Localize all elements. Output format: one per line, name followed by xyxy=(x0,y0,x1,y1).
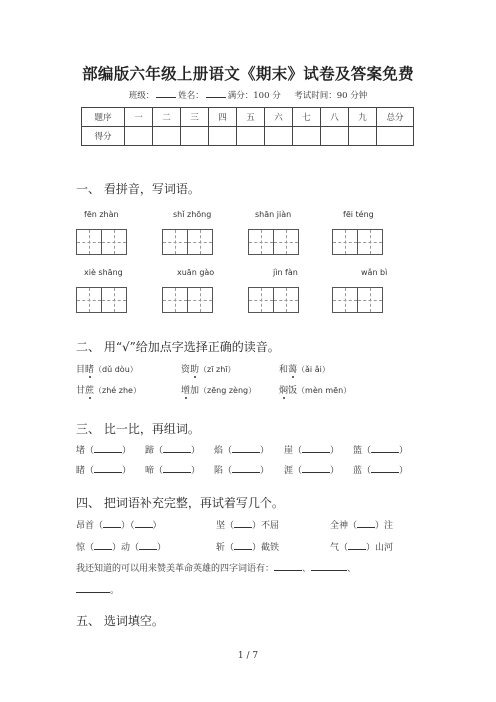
paren: （ xyxy=(293,466,303,476)
score-header-cell: 二 xyxy=(153,108,181,127)
answer-blank[interactable] xyxy=(135,518,153,528)
score-header-cell: 五 xyxy=(237,108,265,127)
answer-blank[interactable] xyxy=(348,540,366,550)
name-blank xyxy=(206,89,226,98)
score-cell[interactable] xyxy=(209,127,237,146)
text: 昂首（ xyxy=(76,521,104,531)
page-title: 部编版六年级上册语文《期末》试卷及答案免费 xyxy=(82,64,414,83)
writing-grid[interactable] xyxy=(332,287,382,313)
answer-blank[interactable] xyxy=(94,463,122,473)
answer-blank[interactable] xyxy=(234,518,252,528)
score-header-cell: 四 xyxy=(209,108,237,127)
word-part: 加 xyxy=(190,386,200,396)
paren: （ xyxy=(154,466,164,476)
score-table xyxy=(81,107,414,146)
char: 蓝 xyxy=(353,466,363,476)
reading-item xyxy=(181,383,256,396)
text: 坚（ xyxy=(216,521,235,531)
pronunciation-options[interactable]: （zēng zèng） xyxy=(199,386,257,395)
exam-info xyxy=(0,89,496,101)
compare-item xyxy=(145,463,200,476)
pronunciation-options[interactable]: （ǎi ǎi） xyxy=(297,365,330,374)
reading-item xyxy=(76,383,141,396)
pinyin-label: jìn fàn xyxy=(273,268,298,277)
answer-blank[interactable] xyxy=(371,443,399,453)
reading-item xyxy=(76,362,138,375)
char: 焰 xyxy=(214,446,224,456)
text: ）（ xyxy=(121,521,135,531)
score-cell[interactable] xyxy=(125,127,153,146)
score-header-row xyxy=(82,108,414,127)
pronunciation-options[interactable]: （zī zhī） xyxy=(199,365,236,374)
char: 啼 xyxy=(145,466,155,476)
idiom-item xyxy=(330,540,393,553)
word-part: 甘 xyxy=(76,386,86,396)
reading-item xyxy=(279,362,330,375)
score-header-cell: 题序 xyxy=(82,108,125,127)
text: ）山河 xyxy=(366,543,394,553)
compare-item xyxy=(76,463,131,476)
writing-grid[interactable] xyxy=(332,229,382,255)
answer-blank[interactable] xyxy=(234,540,252,550)
score-header-cell: 总分 xyxy=(377,108,414,127)
score-cell[interactable] xyxy=(265,127,293,146)
char: 睹 xyxy=(76,466,86,476)
section-4-heading: 四、 把词语补充完整，再试着写几个。 xyxy=(76,496,284,510)
char: 篮 xyxy=(353,446,363,456)
compare-item xyxy=(353,463,408,476)
score-cell[interactable] xyxy=(293,127,321,146)
paren: ） xyxy=(330,466,340,476)
score-row-label: 得分 xyxy=(82,127,125,146)
paren: ） xyxy=(260,466,270,476)
dotted-char: 增 xyxy=(181,383,190,396)
paren: ） xyxy=(330,446,340,456)
answer-blank[interactable] xyxy=(311,561,347,571)
paren: （ xyxy=(223,446,233,456)
reading-item xyxy=(279,383,351,396)
dotted-char: 助 xyxy=(190,362,199,375)
separator: 、 xyxy=(302,564,312,574)
score-cell[interactable] xyxy=(237,127,265,146)
paren: ） xyxy=(260,446,270,456)
writing-grid[interactable] xyxy=(248,229,298,255)
score-header-cell: 七 xyxy=(293,108,321,127)
page-number: 1 / 7 xyxy=(237,651,259,661)
pinyin-label: shān jiàn xyxy=(255,210,292,219)
answer-blank[interactable] xyxy=(232,443,260,453)
paren: （ xyxy=(223,466,233,476)
answer-blank[interactable] xyxy=(94,443,122,453)
pinyin-label: fēn zhàn xyxy=(84,210,119,219)
section-5-heading: 五、 选词填空。 xyxy=(76,614,164,628)
paren: （ xyxy=(362,446,372,456)
separator: 、 xyxy=(347,564,357,574)
name-label: 姓名： xyxy=(178,91,204,101)
pinyin-label: fēi téng xyxy=(343,210,374,219)
answer-blank[interactable] xyxy=(163,443,191,453)
section-1-heading: 一、 看拼音，写词语。 xyxy=(76,182,200,196)
answer-blank[interactable] xyxy=(139,540,157,550)
word-part: 目 xyxy=(76,365,86,375)
score-header-cell: 九 xyxy=(349,108,377,127)
answer-blank[interactable] xyxy=(76,583,110,593)
char: 蹄 xyxy=(145,446,155,456)
score-cell[interactable] xyxy=(181,127,209,146)
score-cell[interactable] xyxy=(321,127,349,146)
paren: ） xyxy=(122,466,132,476)
word-part: 资 xyxy=(181,365,191,375)
answer-blank[interactable] xyxy=(357,518,375,528)
exam-time: 考试时间：90 分钟 xyxy=(294,91,368,101)
compare-item xyxy=(145,443,200,456)
answer-blank[interactable] xyxy=(274,561,302,571)
compare-item xyxy=(214,463,269,476)
pinyin-label: wǎn bì xyxy=(361,268,388,277)
section-3-heading: 三、 比一比，再组词。 xyxy=(76,422,200,436)
text: ）不屈 xyxy=(252,521,280,531)
paren: ） xyxy=(122,446,132,456)
score-cell[interactable] xyxy=(349,127,377,146)
paren: ） xyxy=(191,446,201,456)
compare-item xyxy=(214,443,269,456)
section-2-heading: 二、 用“√”给加点字选择正确的读音。 xyxy=(76,340,280,354)
period: 。 xyxy=(110,586,120,596)
char: 陷 xyxy=(214,466,224,476)
answer-blank[interactable] xyxy=(103,518,121,528)
pronunciation-options[interactable]: （zhé zhe） xyxy=(94,386,141,395)
paren: （ xyxy=(293,446,303,456)
writing-grid[interactable] xyxy=(248,287,298,313)
score-cell[interactable] xyxy=(377,127,414,146)
idiom-item xyxy=(330,518,393,531)
paren: （ xyxy=(85,466,95,476)
word-part: 和 xyxy=(279,365,289,375)
text: ）动（ xyxy=(112,543,140,553)
paren: （ xyxy=(85,446,95,456)
score-value-row xyxy=(82,127,414,146)
text: ） xyxy=(152,521,162,531)
char: 崖 xyxy=(284,446,294,456)
pinyin-label: xiè shāng xyxy=(84,268,123,277)
dotted-char: 蔗 xyxy=(85,383,94,396)
char: 涯 xyxy=(284,466,294,476)
text: ）注 xyxy=(375,521,394,531)
answer-blank[interactable] xyxy=(302,463,330,473)
pinyin-label: xuān gào xyxy=(177,268,215,277)
idiom-item xyxy=(76,540,166,553)
paren: （ xyxy=(154,446,164,456)
score-header-cell: 八 xyxy=(321,108,349,127)
score-header-cell: 三 xyxy=(181,108,209,127)
dotted-char: 蔼 xyxy=(288,362,297,375)
idiom-item xyxy=(76,518,162,531)
idiom-extension-line xyxy=(76,561,356,574)
score-header-cell: 一 xyxy=(125,108,153,127)
answer-blank[interactable] xyxy=(94,540,112,550)
idiom-extension-line-2 xyxy=(76,583,119,596)
writing-grid[interactable] xyxy=(76,229,126,255)
answer-blank[interactable] xyxy=(232,463,260,473)
compare-item xyxy=(353,443,408,456)
text: 惊（ xyxy=(76,543,95,553)
reading-item xyxy=(181,362,236,375)
writing-grid[interactable] xyxy=(162,287,212,313)
paren: （ xyxy=(362,466,372,476)
idiom-item xyxy=(216,540,279,553)
text: 气（ xyxy=(330,543,349,553)
writing-grid[interactable] xyxy=(162,229,212,255)
paren: ） xyxy=(399,446,409,456)
compare-item xyxy=(284,463,339,476)
dotted-char: 睹 xyxy=(85,362,94,375)
idiom-item xyxy=(216,518,279,531)
pronunciation-options[interactable]: （dǔ dòu） xyxy=(94,365,138,374)
text: 斩（ xyxy=(216,543,235,553)
text: ） xyxy=(157,543,167,553)
writing-grid[interactable] xyxy=(76,287,126,313)
full-score: 满分：100 分 xyxy=(227,91,281,101)
char: 堵 xyxy=(76,446,86,456)
text: 全神（ xyxy=(330,521,358,531)
answer-blank[interactable] xyxy=(302,443,330,453)
prompt-text: 我还知道的可以用来赞美革命英雄的四字词语有： xyxy=(76,564,275,574)
word-part: 饭 xyxy=(288,386,298,396)
class-label: 班级： xyxy=(128,91,155,101)
compare-item xyxy=(284,443,339,456)
dotted-char: 焖 xyxy=(279,383,288,396)
paren: ） xyxy=(191,466,201,476)
score-cell[interactable] xyxy=(153,127,181,146)
pinyin-label: shǐ zhōng xyxy=(173,210,212,219)
paren: ） xyxy=(399,466,409,476)
score-header-cell: 六 xyxy=(265,108,293,127)
pronunciation-options[interactable]: （mèn mēn） xyxy=(297,386,352,395)
answer-blank[interactable] xyxy=(371,463,399,473)
class-blank xyxy=(156,89,176,98)
compare-item xyxy=(76,443,131,456)
text: ）截铁 xyxy=(252,543,280,553)
answer-blank[interactable] xyxy=(163,463,191,473)
